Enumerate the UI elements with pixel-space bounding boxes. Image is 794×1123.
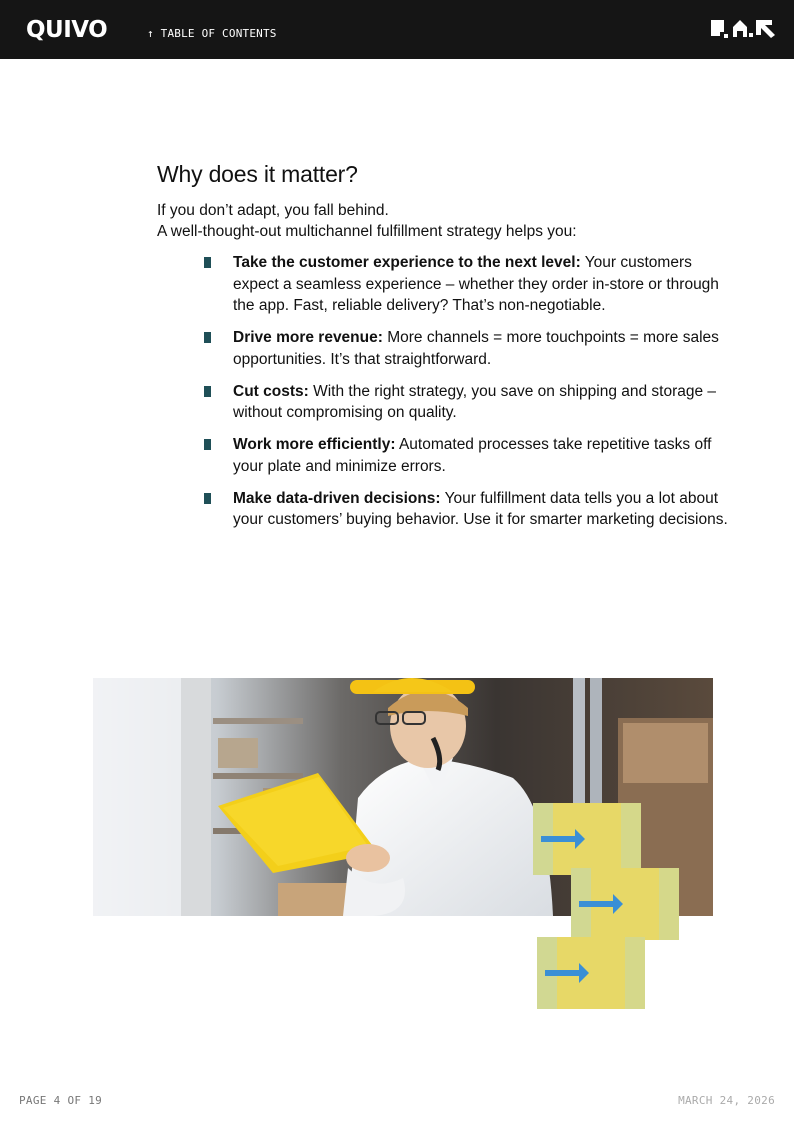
item-term: Drive more revenue: bbox=[233, 329, 383, 346]
brand-logo[interactable]: QUIVO bbox=[26, 17, 108, 43]
header-bar bbox=[0, 0, 794, 59]
arrow-tile bbox=[571, 868, 679, 940]
list-item bbox=[233, 381, 747, 424]
bullet-marker bbox=[204, 493, 211, 504]
arrow-right-icon bbox=[571, 868, 679, 940]
bullet-marker bbox=[204, 257, 211, 268]
list-item bbox=[233, 488, 747, 531]
item-text: Your customers expect a seamless experience – whether they order in-store or through the app. Fast, reliable delivery? That’s non-negotiable. bbox=[233, 254, 719, 314]
corner-logo-icon bbox=[710, 19, 776, 39]
arrow-right-icon bbox=[533, 803, 641, 875]
page-number: PAGE 4 OF 19 bbox=[19, 1094, 103, 1107]
page-title: Why does it matter? bbox=[157, 161, 358, 187]
item-term: Cut costs: bbox=[233, 382, 309, 400]
item-text: More channels = more touchpoints = more sales opportunities. It’s that straightforward. bbox=[233, 329, 719, 368]
list-item bbox=[233, 434, 747, 477]
bullet-marker bbox=[204, 439, 211, 450]
benefit-list bbox=[157, 252, 747, 531]
arrow-tile bbox=[533, 803, 641, 875]
item-text: Your fulfillment data tells you a lot about your customers’ buying behavior. Use it for smarter marketing decisions. bbox=[233, 489, 728, 528]
intro-line-2: A well-thought-out multichannel fulfillment strategy helps you: bbox=[157, 223, 577, 240]
item-term: Take the customer experience to the next level: bbox=[233, 254, 581, 271]
item-term: Work more efficiently: bbox=[233, 436, 396, 453]
item-text: With the right strategy, you save on shipping and storage – without compromising on quality. bbox=[233, 382, 717, 421]
intro-line-1: If you don’t adapt, you fall behind. bbox=[157, 202, 389, 219]
main-content bbox=[157, 160, 747, 541]
list-item bbox=[233, 327, 747, 370]
list-item bbox=[233, 252, 747, 317]
bullet-marker bbox=[204, 386, 211, 397]
item-term: Make data-driven decisions: bbox=[233, 489, 441, 507]
item-text: Automated processes take repetitive tasks off your plate and minimize errors. bbox=[233, 436, 712, 475]
document-date: MARCH 24, 2026 bbox=[678, 1094, 775, 1107]
intro-text bbox=[157, 200, 747, 242]
arrow-tile bbox=[537, 937, 645, 1009]
table-of-contents-link[interactable]: ↑ TABLE OF CONTENTS bbox=[147, 27, 277, 40]
arrow-right-icon bbox=[537, 937, 645, 1009]
bullet-marker bbox=[204, 332, 211, 343]
